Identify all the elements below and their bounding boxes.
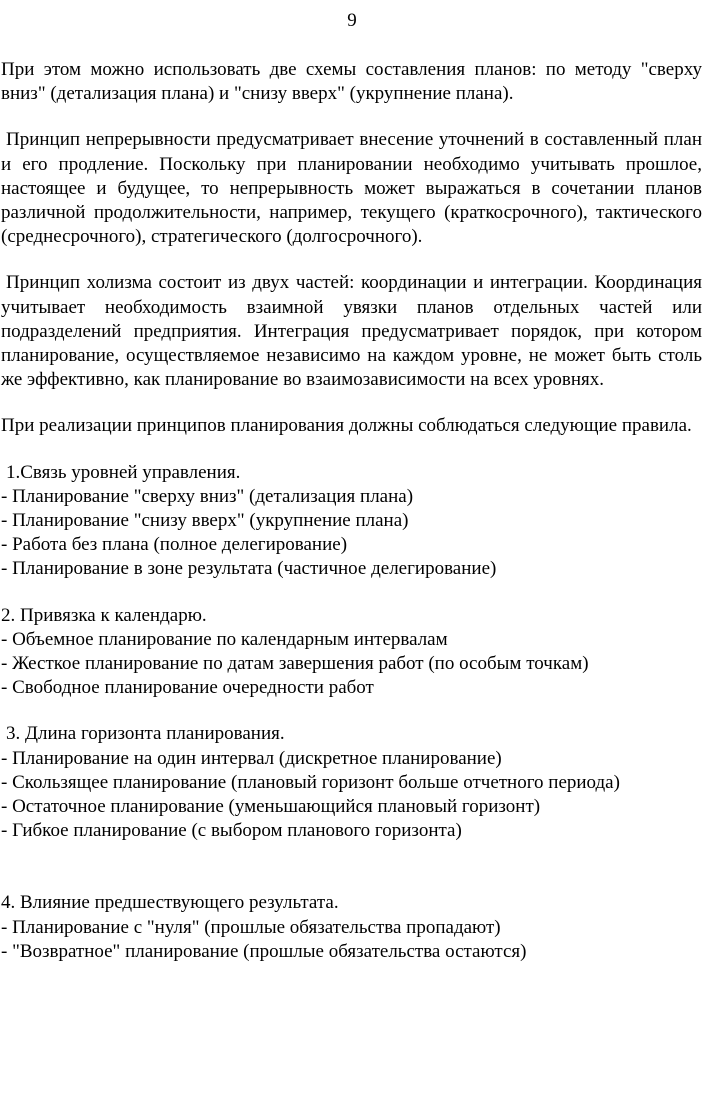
document-body bbox=[1, 58, 702, 964]
list-item: - Свободное планирование очередности работ bbox=[1, 677, 374, 699]
section-title: 2. Привязка к календарю. bbox=[1, 604, 207, 626]
list-item: - Планирование "сверху вниз" (детализация плана) bbox=[1, 485, 414, 507]
list-item: - Работа без плана (полное делегирование) bbox=[1, 534, 348, 556]
list-item: - "Возвратное" планирование (прошлые обязательства остаются) bbox=[1, 940, 527, 962]
paragraph-planning-schemes: При этом можно использовать две схемы составления планов: по методу "сверху вниз" (детализация плана) и "снизу вверх" (укрупнение плана). bbox=[1, 59, 702, 105]
paragraph-continuity-principle: Принцип непрерывности предусматривает внесение уточнений в составленный план и его продление. Поскольку при планировании необходимо учитывать прошлое, настоящее и будущее, то непрерывность может выражаться в сочетании планов различной продолжительности, например, текущего (краткосрочного), тактического (среднесрочного), стратегического (долгосрочного). bbox=[1, 129, 702, 248]
section-title: 1.Связь уровней управления. bbox=[6, 461, 241, 483]
section-management-levels bbox=[1, 461, 702, 582]
list-item: - Планирование "снизу вверх" (укрупнение плана) bbox=[1, 510, 409, 532]
section-planning-horizon bbox=[1, 722, 702, 843]
list-item: - Планирование с "нуля" (прошлые обязательства пропадают) bbox=[1, 916, 501, 938]
section-title: 3. Длина горизонта планирования. bbox=[6, 723, 285, 745]
list-item: - Объемное планирование по календарным интервалам bbox=[1, 628, 448, 650]
blank-space bbox=[1, 843, 702, 891]
section-title: 4. Влияние предшествующего результата. bbox=[1, 892, 339, 914]
list-item: - Жесткое планирование по датам завершения работ (по особым точкам) bbox=[1, 653, 589, 675]
paragraph-holism-principle: Принцип холизма состоит из двух частей: координации и интеграции. Координация учитывает необходимость взаимной увязки планов отдельных частей или подразделений предприятия. Интеграция предусматривает порядок, при котором планирование, осуществляемое независимо на каждом уровне, не может быть столь же эффективно, как планирование во взаимозависимости на всех уровнях. bbox=[1, 272, 702, 391]
section-calendar-binding bbox=[1, 604, 702, 701]
paragraph-rules-intro: При реализации принципов планирования должны соблюдаться следующие правила. bbox=[1, 415, 692, 437]
list-item: - Остаточное планирование (уменьшающийся плановый горизонт) bbox=[1, 796, 541, 818]
list-item: - Гибкое планирование (с выбором планового горизонта) bbox=[1, 820, 462, 842]
section-previous-result bbox=[1, 891, 702, 964]
list-item: - Планирование на один интервал (дискретное планирование) bbox=[1, 747, 502, 769]
page-number: 9 bbox=[347, 10, 357, 31]
list-item: - Планирование в зоне результата (частичное делегирование) bbox=[1, 558, 497, 580]
list-item: - Скользящее планирование (плановый горизонт больше отчетного периода) bbox=[1, 771, 620, 793]
